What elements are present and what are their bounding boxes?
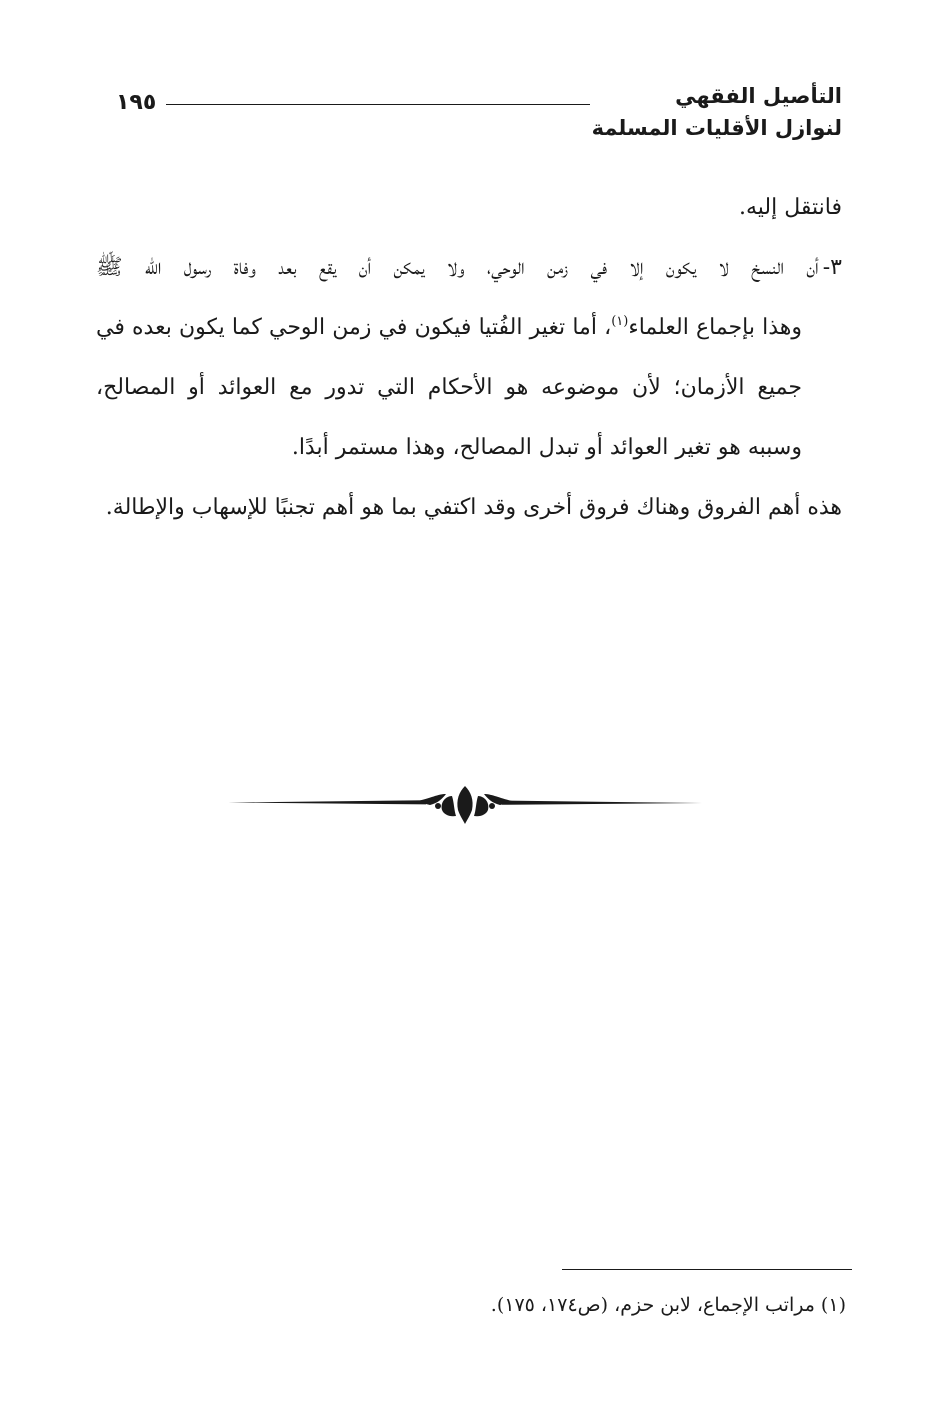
body-line-3-start: وهذا بإجماع العلماء [628,315,803,340]
page-number: ١٩٥ [116,90,157,115]
footnote-rule [562,1269,852,1270]
body-line-2-text: أن النسخ لا يكون إلا في زمن الوحي، ولا يمكن أن يقع بعد وفاة رسول الله ﷺ [96,255,819,280]
body-line-3 [96,298,842,358]
body-line-3-end: ، أما تغير الفُتيا فيكون في زمن الوحي كما يكون بعده في [96,315,612,340]
body-line-4: جميع الأزمان؛ لأن موضوعه هو الأحكام التي تدور مع العوائد أو المصالح، [96,375,802,400]
footnote-reference: (١) [611,314,629,329]
header-title-line-2: لنوازل الأقليات المسلمة [591,116,842,140]
header-title-line-1: التأصيل الفقهي [675,84,842,108]
body-text [96,178,842,538]
header-rule [166,104,590,105]
body-line-2 [96,238,842,298]
footnote-text: (١) مراتب الإجماع، لابن حزم، (ص١٧٤، ١٧٥). [490,1294,846,1316]
body-line-1: فانتقل إليه. [738,195,842,220]
end-ornament-icon [226,782,704,828]
body-line-5: وسببه هو تغير العوائد أو تبدل المصالح، وهذا مستمر أبدًا. [291,435,802,460]
body-line-6: هذه أهم الفروق وهناك فروق أخرى وقد اكتفي بما هو أهم تجنبًا للإسهاب والإطالة. [105,495,842,520]
running-header-title [592,80,842,144]
list-item-number: ٣- [822,255,842,280]
